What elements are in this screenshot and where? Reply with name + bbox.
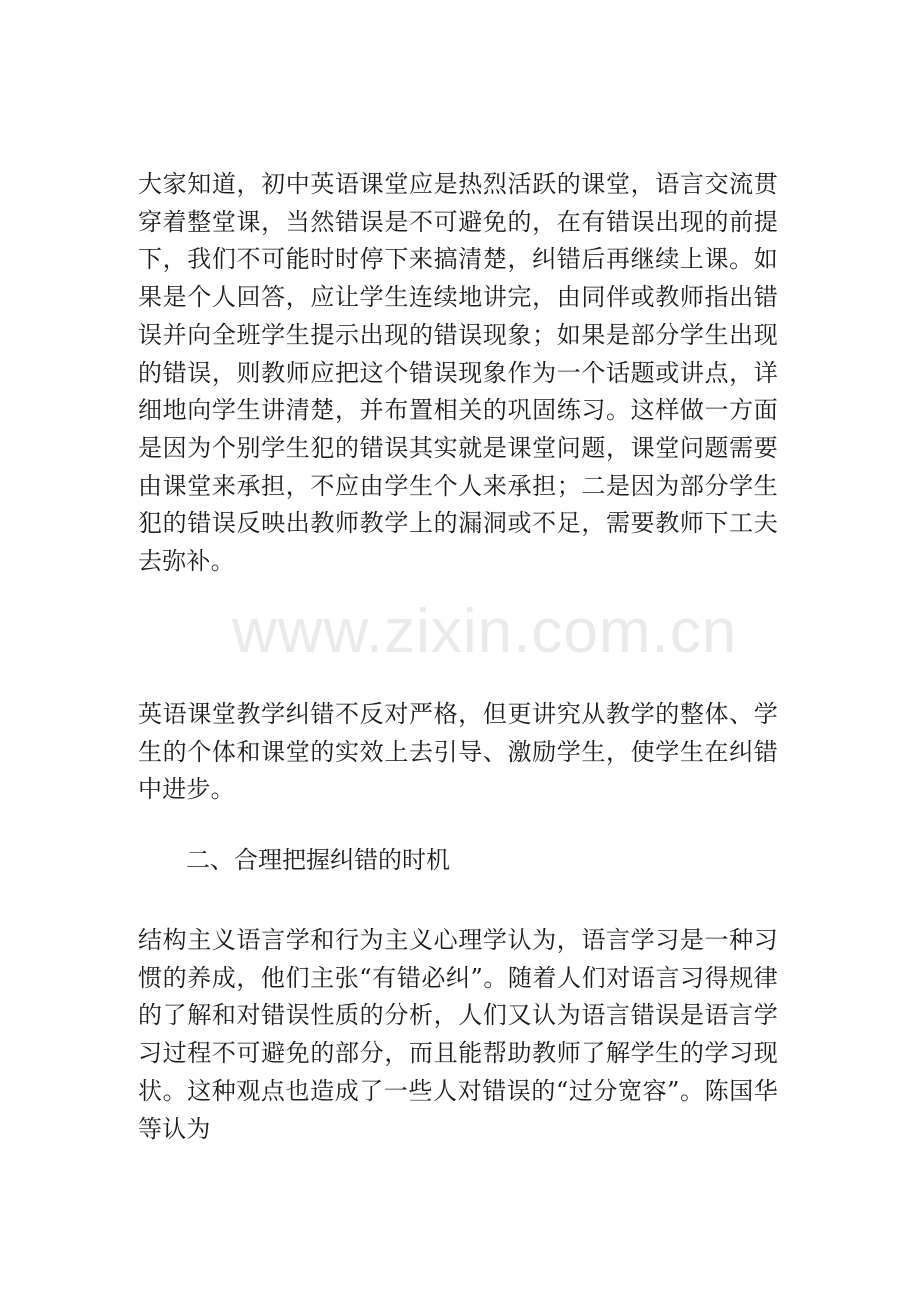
- paragraph-error-handling: 大家知道，初中英语课堂应是热烈活跃的课堂，语言交流贯穿着整堂课，当然错误是不可避免的，在有错误出现的前提下，我们不可能时时停下来搞清楚，纠错后再继续上课。如果是个人回答，应让学生连续地讲完，由同伴或教师指出错误并向全班学生提示出现的错误现象；如果是部分学生出现的错误，则教师应把这个错误现象作为一个话题或讲点，详细地向学生讲清楚，并布置相关的巩固练习。这样做一方面是因为个别学生犯的错误其实就是课堂问题，课堂问题需要由课堂来承担，不应由学生个人来承担；二是因为部分学生犯的错误反映出教师教学上的漏洞或不足，需要教师下工夫去弥补。: [138, 170, 778, 576]
- paragraph-strict-correction: 英语课堂教学纠错不反对严格，但更讲究从教学的整体、学生的个体和课堂的实效上去引导、激励学生，使学生在纠错中进步。: [138, 700, 778, 804]
- watermark: www.zixin.com.cn: [232, 597, 738, 666]
- paragraph-linguistics-view: 结构主义语言学和行为主义心理学认为，语言学习是一种习惯的养成，他们主张“有错必纠”。随着人们对语言习得规律的了解和对错误性质的分析，人们又认为语言错误是语言学习过程不可避免的部分，而且能帮助教师了解学生的学习现状。这种观点也造成了一些人对错误的“过分宽容”。陈国华等认为: [138, 926, 778, 1143]
- section-heading: 二、合理把握纠错的时机: [186, 846, 450, 874]
